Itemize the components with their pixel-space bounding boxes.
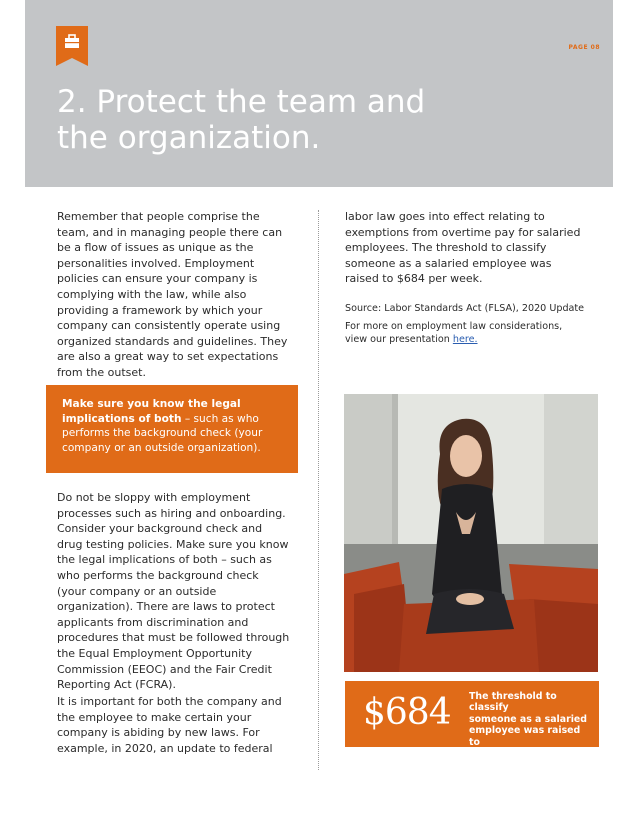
stat-description: The threshold to classify someone as a salaried employee was raised to $684 per week in 2020. <box>469 691 593 760</box>
briefcase-icon <box>56 26 88 66</box>
column-divider <box>318 210 319 770</box>
page-title: 2. Protect the team and the organization. <box>57 84 426 156</box>
photo-woman-seated <box>344 394 598 672</box>
continued-paragraph: labor law goes into effect relating to exemptions from overtime pay for salaried employees. The threshold to classify someone as a salaried employee was raised to $684 per week. <box>345 210 581 286</box>
stat-callout <box>345 681 599 760</box>
stat-value: $684 <box>363 692 451 733</box>
callout-box: Make sure you know the legal implications of both – such as who performs the background check (your company or an outside organization). <box>46 385 298 473</box>
page-number: PAGE 08 <box>568 44 600 51</box>
presentation-link[interactable]: here. <box>452 334 478 345</box>
source-note: Source: Labor Standards Act (FLSA), 2020 Update <box>345 303 585 314</box>
closing-paragraph: It is important for both the company and the employee to make certain your company is abiding by new laws. For example, in 2020, an update to federal <box>57 695 282 755</box>
intro-paragraph: Remember that people comprise the team, and in managing people there can be a flow of issues as unique as the personalities involved. Employment policies can ensure your company is complying with the law, while also providing a framework by which your company can consistently operate using organized standards and guidelines. They are also a great way to set expectations from the outset. <box>57 210 288 379</box>
body-paragraph: Do not be sloppy with employment processes such as hiring and onboarding. Consider your background check and drug testing policies. Make sure you know the legal implications of both – such as who performs the background check (your company or an outside organization). There are laws to protect applicants from discrimination and procedures that must be followed through the Equal Employment Opportunity Commission (EEOC) and the Fair Credit Reporting Act (FCRA). <box>57 491 290 692</box>
more-info-note: For more on employment law considerations, view our presentation here. <box>345 321 563 345</box>
